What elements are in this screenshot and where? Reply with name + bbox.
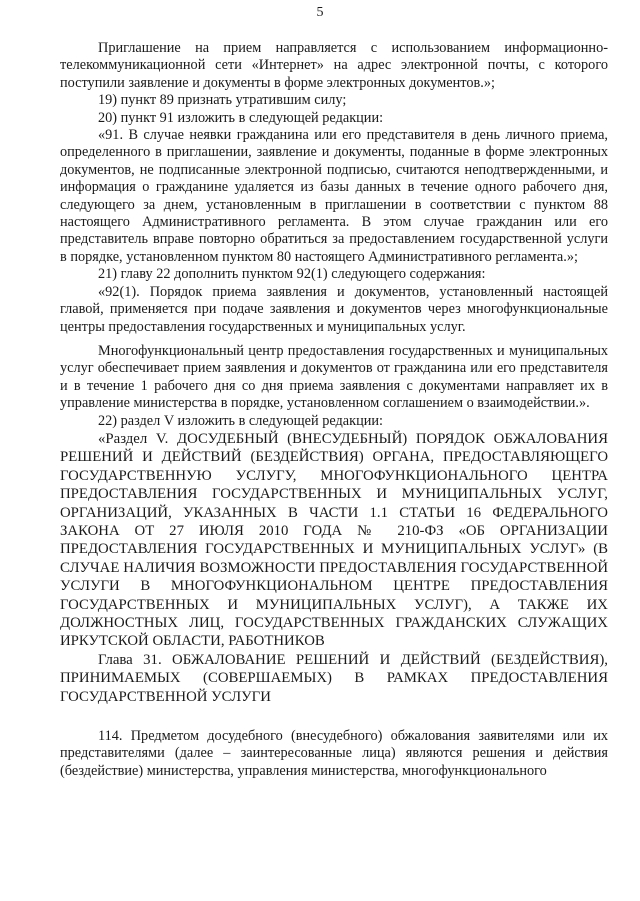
paragraph-item-20: 20) пункт 91 изложить в следующей редакции:	[98, 109, 384, 126]
paragraph-item-22: 22) раздел V изложить в следующей редакции:	[98, 412, 384, 429]
paragraph-mfc: Многофункциональный центр предоставления государственных и муниципальных услуг обеспечивает прием заявления и документов от гражданина или его представителя и в течение 1 рабочего дня со дня приема заявления с документами направляет их в управление министерства в порядке, установленном соглашением о взаимодействии.».	[60, 342, 608, 412]
chapter-heading: Глава 31. ОБЖАЛОВАНИЕ РЕШЕНИЙ И ДЕЙСТВИЙ (БЕЗДЕЙСТВИЯ), ПРИНИМАЕМЫХ (СОВЕРШАЕМЫХ) В РАМКАХ ПРЕДОСТАВЛЕНИЯ ГОСУДАРСТВЕННОЙ УСЛУГИ	[60, 651, 608, 705]
paragraph-item-21: 21) главу 22 дополнить пунктом 92(1) следующего содержания:	[98, 266, 486, 283]
paragraph-invitation: Приглашение на прием направляется с использованием информационно-телекоммуникационной сети «Интернет» на адрес электронной почты, с которого поступили заявление и документы в форме электронных документов.»;	[60, 40, 608, 91]
document-body	[60, 40, 608, 780]
paragraph-point-91: «91. В случае неявки гражданина или его представителя в день личного приема, определенного в приглашении, заявление и документы, поданные в форме электронных документов, не подписанные электронной подписью, считаются неподтвержденными, и информация о гражданине удаляется из базы данных в течение одного рабочего дня, следующего за днем, установленным в приглашении в соответствии с пунктом 88 настоящего Административного регламента. В этом случае гражданин или его представитель вправе повторно обратиться за предоставлением государственной услуги в порядке, установленном пунктом 80 настоящего Административного регламента.»;	[60, 127, 608, 265]
paragraph-item-19: 19) пункт 89 признать утратившим силу;	[98, 92, 347, 109]
paragraph-point-114: 114. Предметом досудебного (внесудебного) обжалования заявителями или их представителями (далее – заинтересованные лица) являются решения и действия (бездействие) министерства, управления министерства, многофункционального	[60, 728, 608, 779]
section-heading: «Раздел V. ДОСУДЕБНЫЙ (ВНЕСУДЕБНЫЙ) ПОРЯДОК ОБЖАЛОВАНИЯ РЕШЕНИЙ И ДЕЙСТВИЙ (БЕЗДЕЙСТВИЯ) ОРГАНА, ПРЕДОСТАВЛЯЮЩЕГО ГОСУДАРСТВЕННУЮ УСЛУГУ, МНОГОФУНКЦИОНАЛЬНОГО ЦЕНТРА ПРЕДОСТАВЛЕНИЯ ГОСУДАРСТВЕННЫХ И МУНИЦИПАЛЬНЫХ УСЛУГ, ОРГАНИЗАЦИЙ, УКАЗАННЫХ В ЧАСТИ 1.1 СТАТЬИ 16 ФЕДЕРАЛЬНОГО ЗАКОНА ОТ 27 ИЮЛЯ 2010 ГОДА № 210-ФЗ «ОБ ОРГАНИЗАЦИИ ПРЕДОСТАВЛЕНИЯ ГОСУДАРСТВЕННЫХ И МУНИЦИПАЛЬНЫХ УСЛУГ» (В СЛУЧАЕ НАЛИЧИЯ ВОЗМОЖНОСТИ ПРЕДОСТАВЛЕНИЯ ГОСУДАРСТВЕННОЙ УСЛУГИ В МНОГОФУНКЦИОНАЛЬНОМ ЦЕНТРЕ ПРЕДОСТАВЛЕНИЯ ГОСУДАРСТВЕННЫХ И МУНИЦИПАЛЬНЫХ УСЛУГ), А ТАКЖЕ ИХ ДОЛЖНОСТНЫХ ЛИЦ, ГОСУДАРСТВЕННЫХ ГРАЖДАНСКИХ СЛУЖАЩИХ ИРКУТСКОЙ ОБЛАСТИ, РАБОТНИКОВ	[60, 430, 608, 650]
page-number: 5	[316, 5, 324, 20]
paragraph-point-92-1: «92(1). Порядок приема заявления и документов, установленный настоящей главой, применяется при подаче заявления и документов через многофункциональные центры предоставления государственных и муниципальных услуг.	[60, 283, 608, 335]
